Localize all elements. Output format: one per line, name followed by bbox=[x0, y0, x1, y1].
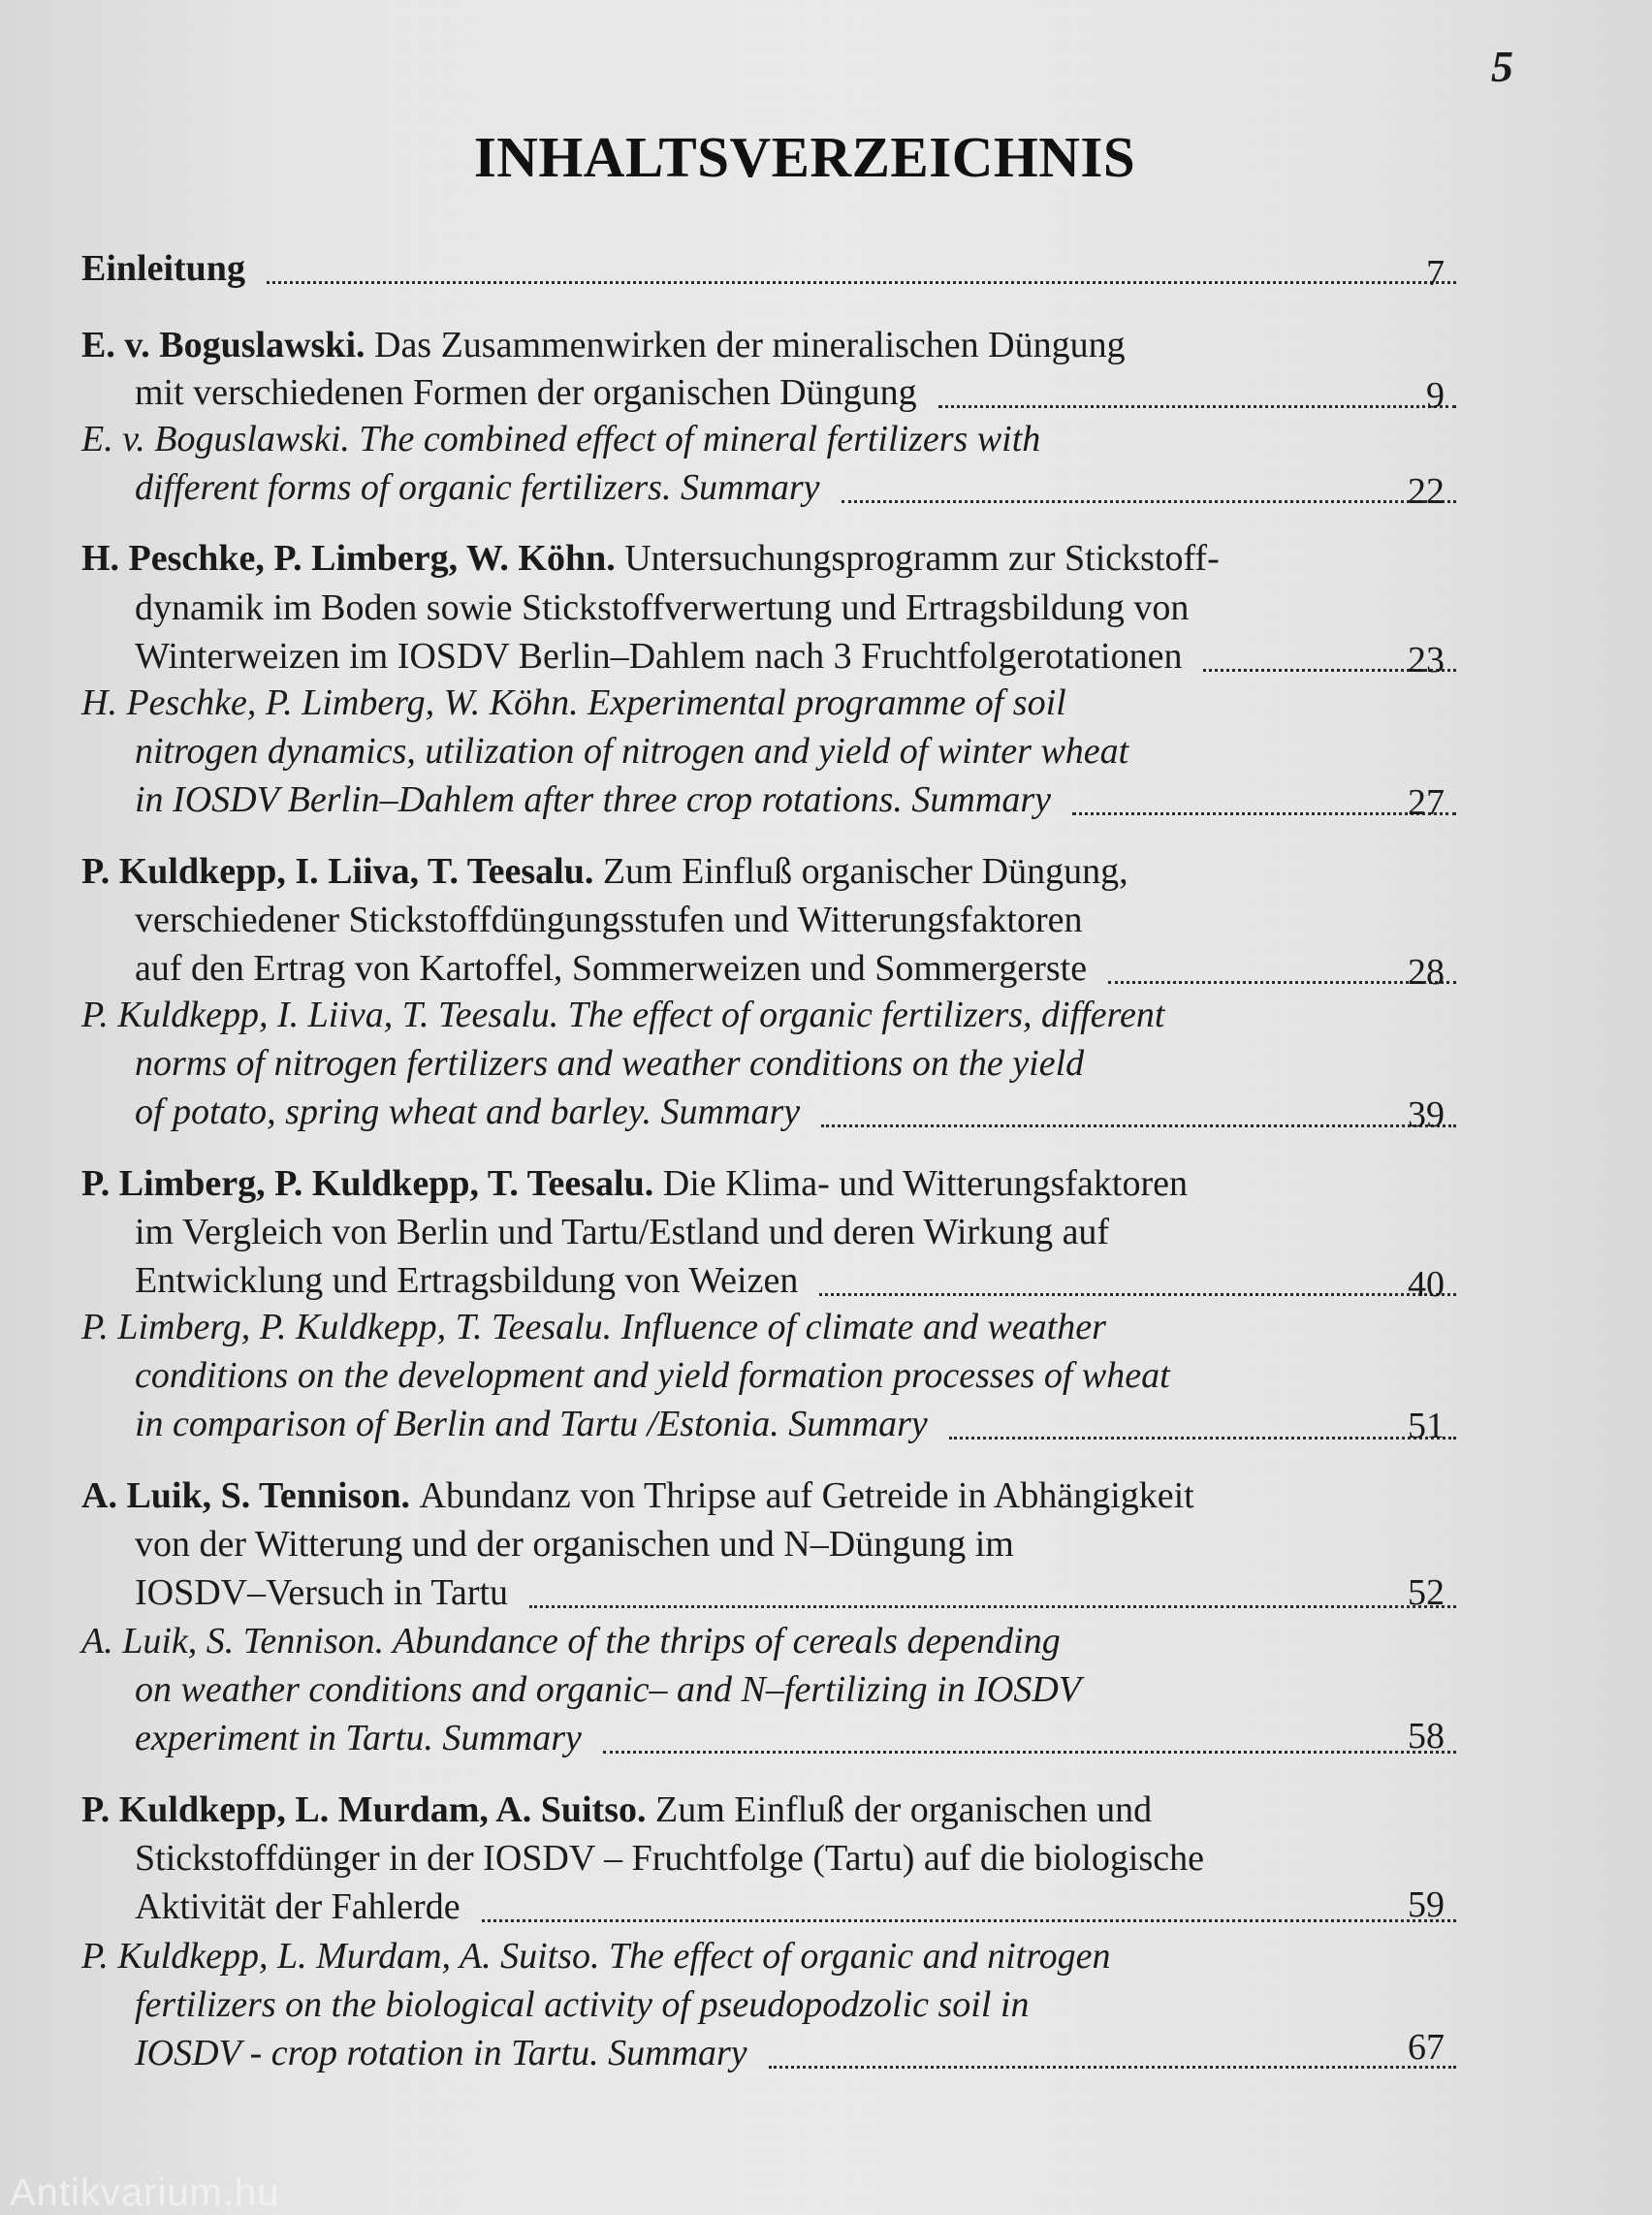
dot-leader bbox=[949, 1437, 1456, 1440]
entry-title-line: Die Klima- und Witterungsfaktoren bbox=[662, 1163, 1188, 1204]
entry-title-line: Abundanz von Thripse auf Getreide in Abhängigkeit bbox=[419, 1475, 1194, 1516]
dot-leader bbox=[603, 1751, 1456, 1754]
entry-title-line: Aktivität der Fahlerde bbox=[135, 1886, 461, 1927]
entry-title-line: Entwicklung und Ertragsbildung von Weizen bbox=[135, 1260, 799, 1301]
toc-entry-en[interactable] bbox=[81, 1617, 1458, 1666]
toc-entry-de-cont[interactable] bbox=[135, 1256, 1458, 1306]
toc-entry-en-cont[interactable] bbox=[135, 1400, 1458, 1449]
entry-authors: H. Peschke, P. Limberg, W. Köhn. bbox=[81, 538, 616, 579]
toc-entry-en-cont[interactable] bbox=[135, 727, 1458, 776]
entry-title-line: Zum Einfluß organischer Düngung, bbox=[602, 851, 1128, 892]
toc-entry-en[interactable] bbox=[81, 415, 1458, 464]
entry-title-line: Untersuchungsprogramm zur Stickstoff- bbox=[624, 538, 1220, 579]
toc-entry-de-cont[interactable] bbox=[135, 584, 1458, 633]
entry-page: 27 bbox=[1408, 782, 1445, 823]
entry-authors: P. Limberg, P. Kuldkepp, T. Teesalu. bbox=[81, 1163, 654, 1204]
entry-title-line: IOSDV–Versuch in Tartu bbox=[135, 1572, 509, 1613]
entry-page: 59 bbox=[1408, 1884, 1445, 1925]
dot-leader bbox=[267, 281, 1456, 284]
toc-entry-de-cont[interactable] bbox=[135, 368, 1458, 418]
entry-page: 9 bbox=[1426, 375, 1445, 416]
entry-title-line: Das Zusammenwirken der mineralischen Düngung bbox=[374, 325, 1126, 365]
entry-page: 22 bbox=[1408, 471, 1445, 512]
toc-entry-de[interactable] bbox=[81, 1159, 1458, 1209]
entry-title-line: verschiedener Stickstoffdüngungsstufen und Witterungsfaktoren bbox=[135, 900, 1083, 940]
entry-authors: P. Kuldkepp, L. Murdam, A. Suitso. bbox=[81, 1789, 647, 1830]
entry-summary-line: P. Kuldkepp, L. Murdam, A. Suitso. The effect of organic and nitrogen bbox=[81, 1936, 1111, 1977]
entry-page: 52 bbox=[1408, 1572, 1445, 1613]
dot-leader bbox=[821, 1124, 1456, 1127]
entry-summary-line: in IOSDV Berlin–Dahlem after three crop rotations. Summary bbox=[135, 779, 1051, 820]
toc-entry-en-cont[interactable] bbox=[135, 463, 1458, 513]
entry-summary-line: in comparison of Berlin and Tartu /Estonia. Summary bbox=[135, 1404, 928, 1444]
entry-page: 39 bbox=[1408, 1094, 1445, 1135]
toc-entry-de-cont[interactable] bbox=[135, 1883, 1458, 1932]
toc-entry-de-cont[interactable] bbox=[135, 632, 1458, 681]
toc-entry-en-cont[interactable] bbox=[135, 1088, 1458, 1137]
entry-summary-line: of potato, spring wheat and barley. Summary bbox=[135, 1092, 801, 1132]
toc-entry-en-cont[interactable] bbox=[135, 775, 1458, 825]
toc-entry-en[interactable] bbox=[81, 1932, 1458, 1981]
toc-entry-en-cont[interactable] bbox=[135, 1039, 1458, 1089]
entry-summary-line: A. Luik, S. Tennison. Abundance of the thrips of cereals depending bbox=[81, 1621, 1061, 1661]
dot-leader bbox=[842, 500, 1457, 503]
toc-entry-de-cont[interactable] bbox=[135, 1208, 1458, 1257]
toc-entry-de[interactable] bbox=[81, 1471, 1458, 1521]
toc-entry-de-cont[interactable] bbox=[135, 1520, 1458, 1569]
toc-entry-en[interactable] bbox=[81, 679, 1458, 728]
toc-entry-de[interactable] bbox=[81, 1786, 1458, 1835]
toc-entry-de[interactable] bbox=[81, 847, 1458, 897]
toc-entry-en-cont[interactable] bbox=[135, 1665, 1458, 1715]
entry-title-line: dynamik im Boden sowie Stickstoffverwertung und Ertragsbildung von bbox=[135, 587, 1190, 628]
toc-entry-de-cont[interactable] bbox=[135, 944, 1458, 994]
toc-entry-intro[interactable] bbox=[81, 244, 1458, 294]
dot-leader bbox=[769, 2066, 1456, 2069]
toc-entry-de-cont[interactable] bbox=[135, 1834, 1458, 1883]
entry-summary-line: on weather conditions and organic– and N–fertilizing in IOSDV bbox=[135, 1669, 1081, 1710]
dot-leader bbox=[819, 1293, 1456, 1296]
toc-entry-en[interactable] bbox=[81, 1303, 1458, 1352]
entry-title-line: mit verschiedenen Formen der organischen Düngung bbox=[135, 372, 917, 413]
dot-leader bbox=[938, 405, 1456, 408]
entry-summary-line: norms of nitrogen fertilizers and weather conditions on the yield bbox=[135, 1043, 1085, 1084]
page-number: 5 bbox=[1491, 42, 1513, 91]
entry-page: 67 bbox=[1408, 2027, 1445, 2068]
entry-summary-line: experiment in Tartu. Summary bbox=[135, 1718, 582, 1758]
toc-entry-de[interactable] bbox=[81, 321, 1458, 370]
entry-authors: P. Kuldkepp, I. Liiva, T. Teesalu. bbox=[81, 851, 594, 892]
entry-summary-line: P. Kuldkepp, I. Liiva, T. Teesalu. The effect of organic fertilizers, different bbox=[81, 995, 1165, 1035]
page-title: INHALTSVERZEICHNIS bbox=[473, 125, 1136, 189]
toc-entry-de[interactable] bbox=[81, 534, 1458, 584]
dot-leader bbox=[529, 1605, 1456, 1608]
dot-leader bbox=[482, 1919, 1456, 1922]
entry-title-line: Winterweizen im IOSDV Berlin–Dahlem nach 3 Fruchtfolgerotationen bbox=[135, 636, 1183, 677]
entry-summary-line: conditions on the development and yield formation processes of wheat bbox=[135, 1355, 1170, 1396]
entry-summary-line: fertilizers on the biological activity of pseudopodzolic soil in bbox=[135, 1984, 1030, 2025]
entry-title-line: im Vergleich von Berlin und Tartu/Estland und deren Wirkung auf bbox=[135, 1212, 1110, 1252]
entry-authors: A. Luik, S. Tennison. bbox=[81, 1475, 411, 1516]
entry-title-line: auf den Ertrag von Kartoffel, Sommerweizen und Sommergerste bbox=[135, 948, 1088, 989]
entry-summary-line: E. v. Boguslawski. The combined effect of mineral fertilizers with bbox=[81, 419, 1041, 459]
watermark-text: Antikvarium.hu bbox=[10, 2171, 280, 2214]
intro-label: Einleitung bbox=[81, 248, 245, 289]
entry-title-line: Stickstoffdünger in der IOSDV – Fruchtfolge (Tartu) auf die biologische bbox=[135, 1838, 1204, 1879]
entry-summary-line: H. Peschke, P. Limberg, W. Köhn. Experimental programme of soil bbox=[81, 682, 1066, 723]
entry-page: 51 bbox=[1408, 1406, 1445, 1446]
toc-entry-en-cont[interactable] bbox=[135, 1980, 1458, 2030]
toc-entry-en-cont[interactable] bbox=[135, 1351, 1458, 1401]
entry-summary-line: nitrogen dynamics, utilization of nitrogen and yield of winter wheat bbox=[135, 731, 1129, 772]
toc-entry-en-cont[interactable] bbox=[135, 1714, 1458, 1763]
entry-title-line: von der Witterung und der organischen und N–Düngung im bbox=[135, 1524, 1014, 1565]
entry-summary-line: P. Limberg, P. Kuldkepp, T. Teesalu. Influence of climate and weather bbox=[81, 1307, 1106, 1347]
entry-page: 40 bbox=[1408, 1264, 1445, 1305]
entry-authors: E. v. Boguslawski. bbox=[81, 325, 365, 365]
toc-entry-de-cont[interactable] bbox=[135, 896, 1458, 945]
toc-entry-de-cont[interactable] bbox=[135, 1568, 1458, 1618]
entry-summary-line: IOSDV - crop rotation in Tartu. Summary bbox=[135, 2033, 747, 2073]
entry-page: 58 bbox=[1408, 1716, 1445, 1756]
toc-entry-en[interactable] bbox=[81, 991, 1458, 1040]
intro-page: 7 bbox=[1426, 253, 1445, 294]
entry-page: 23 bbox=[1408, 640, 1445, 680]
entry-summary-line: different forms of organic fertilizers. Summary bbox=[135, 467, 820, 508]
entry-title-line: Zum Einfluß der organischen und bbox=[655, 1789, 1153, 1830]
toc-entry-en-cont[interactable] bbox=[135, 2029, 1458, 2078]
entry-page: 28 bbox=[1408, 952, 1445, 993]
